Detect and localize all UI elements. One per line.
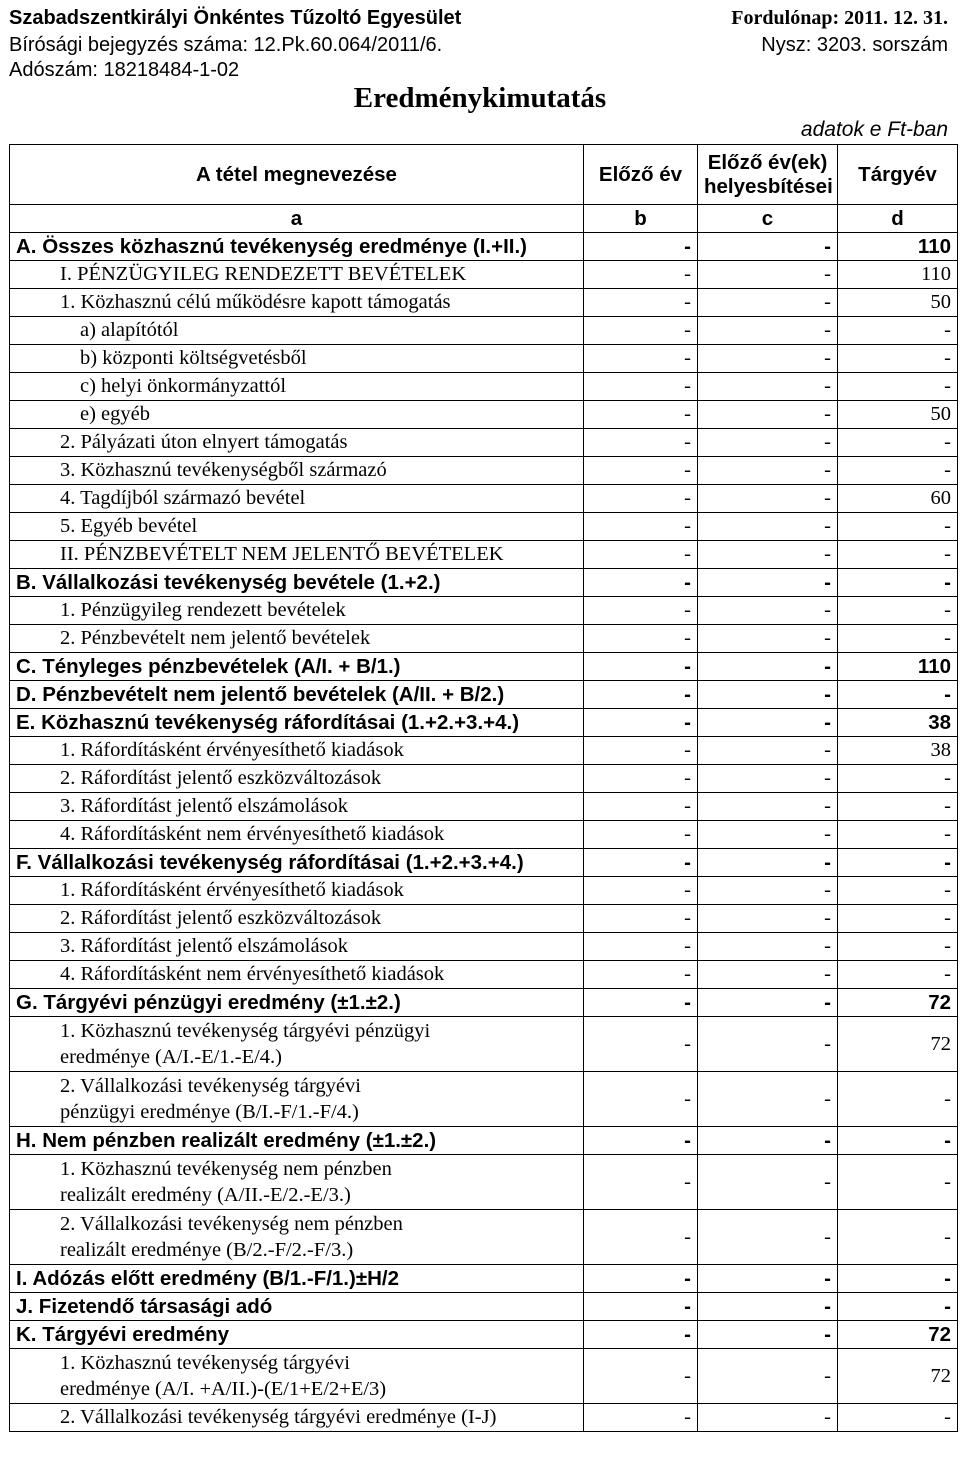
table-row xyxy=(10,653,958,681)
cell-c: - xyxy=(698,653,838,681)
col-header-curr: Tárgyév xyxy=(838,145,958,205)
court-registration: Bírósági bejegyzés száma: 12.Pk.60.064/2011/6. xyxy=(9,34,443,56)
cell-d: - xyxy=(838,821,958,849)
cell-c: - xyxy=(698,569,838,597)
col-letter-a: a xyxy=(10,205,584,233)
cell-b: - xyxy=(584,1265,698,1293)
cell-b: - xyxy=(584,317,698,345)
row-label: 2. Vállalkozási tevékenység tárgyévi eredménye (I-J) xyxy=(10,1404,584,1432)
col-header-corr-line2: helyesbítései xyxy=(704,174,833,198)
table-row xyxy=(10,737,958,765)
cell-c: - xyxy=(698,541,838,569)
cell-d: 60 xyxy=(838,485,958,513)
cell-b: - xyxy=(584,401,698,429)
row-label: c) helyi önkormányzattól xyxy=(10,373,584,401)
row-label: A. Összes közhasznú tevékenység eredménye (I.+II.) xyxy=(10,233,584,261)
cell-d: - xyxy=(838,905,958,933)
cell-c: - xyxy=(698,1293,838,1321)
cell-d: 72 xyxy=(838,989,958,1017)
cell-c: - xyxy=(698,345,838,373)
cell-b: - xyxy=(584,345,698,373)
row-label: 1. Közhasznú célú működésre kapott támogatás xyxy=(10,289,584,317)
row-label: H. Nem pénzben realizált eredmény (±1.±2.) xyxy=(10,1127,584,1155)
cell-d: - xyxy=(838,1404,958,1432)
row-label: 2. Ráfordítást jelentő eszközváltozások xyxy=(10,765,584,793)
cell-c: - xyxy=(698,289,838,317)
row-label: J. Fizetendő társasági adó xyxy=(10,1293,584,1321)
table-row xyxy=(10,457,958,485)
col-header-corr-line1: Előző év(ek) xyxy=(707,150,828,174)
cell-d: 38 xyxy=(838,737,958,765)
table-row xyxy=(10,1210,958,1265)
cell-b: - xyxy=(584,793,698,821)
cell-b: - xyxy=(584,261,698,289)
row-label: I. Adózás előtt eredmény (B/1.-F/1.)±H/2 xyxy=(10,1265,584,1293)
cell-c: - xyxy=(698,905,838,933)
table-row xyxy=(10,401,958,429)
cell-d: - xyxy=(838,1293,958,1321)
cell-d: - xyxy=(838,1127,958,1155)
table-row xyxy=(10,933,958,961)
cell-b: - xyxy=(584,541,698,569)
table-row xyxy=(10,485,958,513)
row-label: 1. Közhasznú tevékenység nem pénzben realizált eredmény (A/II.-E/2.-E/3.) xyxy=(10,1155,584,1210)
table-row xyxy=(10,1293,958,1321)
cell-c: - xyxy=(698,513,838,541)
cell-d: - xyxy=(838,1072,958,1127)
cell-b: - xyxy=(584,1210,698,1265)
table-row xyxy=(10,793,958,821)
cell-c: - xyxy=(698,373,838,401)
cell-d: 72 xyxy=(838,1017,958,1072)
cell-b: - xyxy=(584,961,698,989)
cell-d: - xyxy=(838,1265,958,1293)
cell-d: - xyxy=(838,877,958,905)
table-row xyxy=(10,261,958,289)
cell-d: - xyxy=(838,373,958,401)
table-row xyxy=(10,569,958,597)
col-letter-c: c xyxy=(698,205,838,233)
cell-c: - xyxy=(698,429,838,457)
table-row xyxy=(10,429,958,457)
cell-b: - xyxy=(584,429,698,457)
cell-d: - xyxy=(838,1155,958,1210)
cell-b: - xyxy=(584,905,698,933)
table-row xyxy=(10,317,958,345)
cell-b: - xyxy=(584,513,698,541)
cell-c: - xyxy=(698,793,838,821)
cell-b: - xyxy=(584,457,698,485)
cell-d: - xyxy=(838,933,958,961)
cell-c: - xyxy=(698,681,838,709)
cell-c: - xyxy=(698,737,838,765)
table-row xyxy=(10,1155,958,1210)
table-row xyxy=(10,373,958,401)
cell-b: - xyxy=(584,1072,698,1127)
cell-c: - xyxy=(698,849,838,877)
table-row xyxy=(10,821,958,849)
nysz-number: Nysz: 3203. sorszám xyxy=(761,34,948,56)
cell-b: - xyxy=(584,1321,698,1349)
turning-date: Fordulónap: 2011. 12. 31. xyxy=(731,7,948,29)
row-label: 4. Ráfordításként nem érvényesíthető kiadások xyxy=(10,821,584,849)
cell-d: - xyxy=(838,681,958,709)
table-row xyxy=(10,709,958,737)
cell-d: 38 xyxy=(838,709,958,737)
cell-c: - xyxy=(698,1349,838,1404)
table-header-row xyxy=(10,145,958,205)
tax-id: Adószám: 18218484-1-02 xyxy=(9,59,240,81)
row-label: 1. Ráfordításként érvényesíthető kiadások xyxy=(10,737,584,765)
col-header-item: A tétel megnevezése xyxy=(10,145,584,205)
row-label: 3. Ráfordítást jelentő elszámolások xyxy=(10,793,584,821)
cell-d: - xyxy=(838,793,958,821)
cell-c: - xyxy=(698,485,838,513)
cell-d: - xyxy=(838,625,958,653)
table-row xyxy=(10,877,958,905)
column-letter-row xyxy=(10,205,958,233)
row-label: K. Tárgyévi eredmény xyxy=(10,1321,584,1349)
cell-d: - xyxy=(838,457,958,485)
cell-b: - xyxy=(584,485,698,513)
cell-d: 110 xyxy=(838,653,958,681)
cell-c: - xyxy=(698,1404,838,1432)
table-row xyxy=(10,905,958,933)
row-label: 2. Pénzbevételt nem jelentő bevételek xyxy=(10,625,584,653)
row-label: 1. Pénzügyileg rendezett bevételek xyxy=(10,597,584,625)
table-row xyxy=(10,1404,958,1432)
cell-b: - xyxy=(584,849,698,877)
cell-b: - xyxy=(584,597,698,625)
cell-c: - xyxy=(698,765,838,793)
table-row xyxy=(10,961,958,989)
cell-c: - xyxy=(698,1072,838,1127)
cell-c: - xyxy=(698,1127,838,1155)
col-header-prev: Előző év xyxy=(584,145,698,205)
cell-c: - xyxy=(698,1017,838,1072)
cell-d: - xyxy=(838,765,958,793)
cell-c: - xyxy=(698,597,838,625)
cell-c: - xyxy=(698,709,838,737)
table-row xyxy=(10,625,958,653)
row-label: 4. Tagdíjból származó bevétel xyxy=(10,485,584,513)
table-row xyxy=(10,1127,958,1155)
cell-b: - xyxy=(584,1293,698,1321)
row-label: 1. Közhasznú tevékenység tárgyévi eredménye (A/I. +A/II.)-(E/1+E/2+E/3) xyxy=(10,1349,584,1404)
cell-c: - xyxy=(698,457,838,485)
table-row xyxy=(10,849,958,877)
cell-c: - xyxy=(698,877,838,905)
row-label: 4. Ráfordításként nem érvényesíthető kiadások xyxy=(10,961,584,989)
cell-b: - xyxy=(584,933,698,961)
cell-b: - xyxy=(584,373,698,401)
table-row xyxy=(10,681,958,709)
cell-c: - xyxy=(698,261,838,289)
col-header-corr xyxy=(698,145,838,205)
row-label: II. PÉNZBEVÉTELT NEM JELENTŐ BEVÉTELEK xyxy=(10,541,584,569)
cell-b: - xyxy=(584,877,698,905)
cell-b: - xyxy=(584,737,698,765)
cell-b: - xyxy=(584,709,698,737)
row-label: E. Közhasznú tevékenység ráfordításai (1.+2.+3.+4.) xyxy=(10,709,584,737)
row-label: B. Vállalkozási tevékenység bevétele (1.+2.) xyxy=(10,569,584,597)
col-letter-d: d xyxy=(838,205,958,233)
cell-d: 50 xyxy=(838,401,958,429)
cell-d: 50 xyxy=(838,289,958,317)
row-label: 1. Ráfordításként érvényesíthető kiadások xyxy=(10,877,584,905)
row-label: a) alapítótól xyxy=(10,317,584,345)
page-title: Eredménykimutatás xyxy=(353,82,607,114)
cell-d: - xyxy=(838,345,958,373)
organization-name: Szabadszentkirályi Önkéntes Tűzoltó Egyesület xyxy=(9,7,462,29)
table-row xyxy=(10,1017,958,1072)
cell-d: - xyxy=(838,597,958,625)
cell-d: - xyxy=(838,429,958,457)
cell-c: - xyxy=(698,933,838,961)
cell-d: - xyxy=(838,961,958,989)
cell-b: - xyxy=(584,1155,698,1210)
row-label: 2. Pályázati úton elnyert támogatás xyxy=(10,429,584,457)
table-row xyxy=(10,233,958,261)
row-label: C. Tényleges pénzbevételek (A/I. + B/1.) xyxy=(10,653,584,681)
income-statement-table xyxy=(9,144,958,1432)
cell-d: - xyxy=(838,317,958,345)
col-letter-b: b xyxy=(584,205,698,233)
row-label: 2. Vállalkozási tevékenység tárgyévi pénzügyi eredménye (B/I.-F/1.-F/4.) xyxy=(10,1072,584,1127)
cell-c: - xyxy=(698,401,838,429)
cell-d: 110 xyxy=(838,233,958,261)
cell-b: - xyxy=(584,1127,698,1155)
cell-d: - xyxy=(838,569,958,597)
row-label: I. PÉNZÜGYILEG RENDEZETT BEVÉTELEK xyxy=(10,261,584,289)
table-row xyxy=(10,597,958,625)
table-row xyxy=(10,765,958,793)
cell-c: - xyxy=(698,989,838,1017)
cell-c: - xyxy=(698,821,838,849)
table-row xyxy=(10,513,958,541)
cell-c: - xyxy=(698,1155,838,1210)
cell-c: - xyxy=(698,625,838,653)
cell-b: - xyxy=(584,989,698,1017)
table-row xyxy=(10,1265,958,1293)
cell-b: - xyxy=(584,625,698,653)
cell-d: - xyxy=(838,541,958,569)
row-label: 3. Közhasznú tevékenységből származó xyxy=(10,457,584,485)
cell-b: - xyxy=(584,569,698,597)
table-row xyxy=(10,541,958,569)
cell-c: - xyxy=(698,1321,838,1349)
table-row xyxy=(10,345,958,373)
table-row xyxy=(10,989,958,1017)
row-label: F. Vállalkozási tevékenység ráfordításai (1.+2.+3.+4.) xyxy=(10,849,584,877)
cell-b: - xyxy=(584,1017,698,1072)
cell-b: - xyxy=(584,653,698,681)
row-label: 1. Közhasznú tevékenység tárgyévi pénzügyi eredménye (A/I.-E/1.-E/4.) xyxy=(10,1017,584,1072)
row-label: D. Pénzbevételt nem jelentő bevételek (A/II. + B/2.) xyxy=(10,681,584,709)
cell-c: - xyxy=(698,317,838,345)
table-row xyxy=(10,1072,958,1127)
unit-note: adatok e Ft-ban xyxy=(800,118,948,141)
table-row xyxy=(10,289,958,317)
cell-b: - xyxy=(584,1404,698,1432)
cell-b: - xyxy=(584,289,698,317)
row-label: G. Tárgyévi pénzügyi eredmény (±1.±2.) xyxy=(10,989,584,1017)
cell-d: 110 xyxy=(838,261,958,289)
row-label: 5. Egyéb bevétel xyxy=(10,513,584,541)
row-label: 2. Vállalkozási tevékenység nem pénzben realizált eredménye (B/2.-F/2.-F/3.) xyxy=(10,1210,584,1265)
table-row xyxy=(10,1321,958,1349)
cell-b: - xyxy=(584,821,698,849)
cell-d: - xyxy=(838,513,958,541)
cell-d: 72 xyxy=(838,1321,958,1349)
cell-d: 72 xyxy=(838,1349,958,1404)
cell-b: - xyxy=(584,1349,698,1404)
row-label: e) egyéb xyxy=(10,401,584,429)
table-row xyxy=(10,1349,958,1404)
cell-c: - xyxy=(698,1210,838,1265)
cell-c: - xyxy=(698,961,838,989)
row-label: b) központi költségvetésből xyxy=(10,345,584,373)
cell-c: - xyxy=(698,233,838,261)
table-body xyxy=(10,233,958,1432)
cell-d: - xyxy=(838,849,958,877)
cell-d: - xyxy=(838,1210,958,1265)
cell-b: - xyxy=(584,681,698,709)
row-label: 2. Ráfordítást jelentő eszközváltozások xyxy=(10,905,584,933)
cell-b: - xyxy=(584,765,698,793)
cell-b: - xyxy=(584,233,698,261)
cell-c: - xyxy=(698,1265,838,1293)
row-label: 3. Ráfordítást jelentő elszámolások xyxy=(10,933,584,961)
